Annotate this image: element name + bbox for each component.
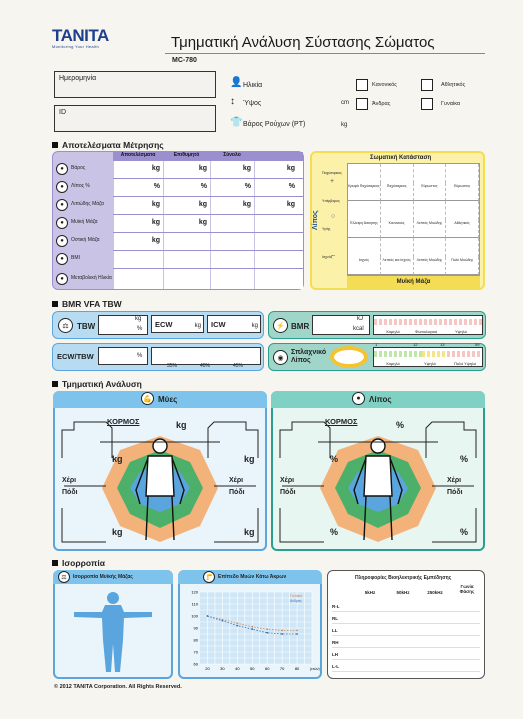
impedance-row[interactable] bbox=[332, 625, 480, 636]
physique-cell: Παχύσαρκος bbox=[381, 183, 414, 202]
results-label-row bbox=[52, 214, 113, 232]
results-row-icon: ● bbox=[56, 273, 68, 285]
balance-heading: Ισορροπία bbox=[52, 558, 105, 568]
muscle-left-arm-label: Χέρι bbox=[229, 477, 244, 484]
fat-left-arm-label: Χέρι bbox=[447, 477, 462, 484]
normal-checkbox[interactable] bbox=[356, 79, 368, 91]
muscle-icon: 💪 bbox=[141, 392, 154, 405]
visc-tick-13: 13 bbox=[440, 342, 445, 347]
muscle-left-leg-unit: kg bbox=[244, 527, 255, 537]
chart-x-tick: 20 bbox=[205, 666, 210, 671]
results-cell[interactable] bbox=[163, 269, 210, 289]
results-cell[interactable] bbox=[254, 251, 298, 268]
impedance-row[interactable] bbox=[332, 613, 480, 624]
male-checkbox[interactable] bbox=[356, 98, 368, 110]
results-row-label: Μεταβολική Ηλικία bbox=[71, 274, 112, 281]
physique-cell bbox=[446, 201, 479, 220]
results-cell[interactable] bbox=[163, 233, 210, 250]
page-title: Τμηματική Ανάλυση Σύστασης Σώματος bbox=[171, 34, 435, 51]
bmr-scale-normal: Φυσιολογικό bbox=[415, 329, 438, 334]
chart-y-tick: 80 bbox=[193, 637, 198, 643]
results-cell[interactable] bbox=[113, 161, 163, 178]
results-cell[interactable] bbox=[210, 197, 254, 214]
chart-x-tick: 40 bbox=[235, 666, 240, 671]
chart-point bbox=[296, 630, 298, 632]
physique-cell bbox=[381, 164, 414, 183]
impedance-title: Πληροφορίες Βιοηλεκτρικής Εμπέδησης bbox=[355, 575, 452, 581]
model-label: MC-780 bbox=[172, 57, 197, 64]
bmr-scale-high: Υψηλό bbox=[455, 329, 467, 334]
muscle-balance-title: Ισορροπία Μυϊκής Μάζας bbox=[73, 574, 133, 580]
impedance-row-label: R-L bbox=[332, 604, 340, 609]
chart-point bbox=[296, 633, 298, 635]
chart-point bbox=[266, 628, 268, 630]
ecwtbw-label: ECW/TBW bbox=[57, 352, 94, 361]
chart-x-tick: 70 bbox=[279, 666, 285, 671]
impedance-row-label: LL bbox=[332, 628, 338, 633]
physique-cell bbox=[348, 164, 381, 183]
visc-scale-high: Υψηλό bbox=[424, 361, 436, 366]
date-field[interactable] bbox=[54, 71, 216, 98]
results-row-icon: ● bbox=[56, 163, 68, 175]
chart-y-tick: 90 bbox=[193, 625, 198, 631]
results-row-label: Λιπώδης Μάζα bbox=[71, 201, 104, 208]
results-cell-unit: kg bbox=[242, 201, 251, 208]
results-heading: Αποτελέσματα Μέτρησης bbox=[52, 140, 164, 150]
chart-y-tick: 60 bbox=[193, 661, 198, 667]
results-cell-unit: kg bbox=[151, 219, 160, 226]
results-row-label: Βάρος bbox=[71, 165, 86, 172]
results-row-label: BMI bbox=[71, 255, 80, 262]
height-icon: ↕ bbox=[230, 96, 235, 107]
results-row-icon: ● bbox=[56, 217, 68, 229]
results-cell[interactable] bbox=[163, 197, 210, 214]
chart-y-tick: 110 bbox=[191, 601, 198, 607]
bmr-unit-kcal: kcal bbox=[353, 326, 364, 332]
tbw-unit-kg: kg bbox=[135, 316, 142, 322]
impedance-row-label: RL bbox=[332, 616, 338, 621]
muscle-right-leg-unit: kg bbox=[112, 527, 123, 537]
results-row-label: Οστική Μάζα bbox=[71, 237, 100, 244]
results-label-row bbox=[52, 196, 113, 214]
results-cell[interactable] bbox=[254, 161, 298, 178]
results-row bbox=[113, 178, 303, 196]
physique-cell bbox=[414, 164, 447, 183]
muscle-right-arm-label: Χέρι bbox=[62, 477, 77, 484]
results-row bbox=[113, 268, 303, 289]
results-header-row bbox=[113, 152, 303, 160]
results-col-header: Επιθυμητό bbox=[173, 152, 200, 158]
fat-torso-label: ΚΟΡΜΟΣ bbox=[325, 417, 358, 426]
fat-torso-unit: % bbox=[396, 420, 405, 430]
physique-cell bbox=[414, 201, 447, 220]
visc-tick-12: 12 bbox=[413, 342, 418, 347]
results-row bbox=[113, 214, 303, 232]
impedance-columns bbox=[352, 584, 480, 601]
results-cell[interactable] bbox=[210, 233, 254, 250]
impedance-row[interactable] bbox=[332, 661, 480, 672]
physique-cell bbox=[446, 238, 479, 257]
results-cell[interactable] bbox=[113, 215, 163, 232]
physique-cell bbox=[446, 164, 479, 183]
fat-right-leg-label: Πόδι bbox=[280, 489, 296, 496]
results-cell[interactable] bbox=[254, 215, 298, 232]
results-cell[interactable] bbox=[113, 269, 163, 289]
impedance-col-header: Γωνία Φάσης bbox=[459, 584, 475, 594]
results-cell-unit: % bbox=[200, 183, 207, 190]
fat-left-leg-label: Πόδι bbox=[447, 489, 463, 496]
results-row-icon: ● bbox=[56, 181, 68, 193]
results-cell[interactable] bbox=[163, 161, 210, 178]
balance-icon: ⚖ bbox=[58, 571, 70, 583]
fat-right-leg-unit: % bbox=[330, 527, 339, 537]
chart-point bbox=[266, 632, 268, 634]
athletic-checkbox[interactable] bbox=[421, 79, 433, 91]
physique-cell: Κανονικός bbox=[381, 220, 414, 239]
visc-scale-low: Χαμηλό bbox=[386, 361, 400, 366]
chart-point bbox=[222, 620, 224, 622]
visceral-ring bbox=[330, 346, 368, 368]
results-cell-unit: kg bbox=[242, 165, 251, 172]
chart-point bbox=[281, 630, 283, 632]
chart-y-tick: 100 bbox=[191, 613, 198, 619]
ecwtbw-unit: % bbox=[137, 353, 143, 359]
physique-row-label: Ισχνός bbox=[322, 255, 333, 259]
results-cell[interactable] bbox=[113, 251, 163, 268]
physique-cell: Λεπτός Μυώδης bbox=[414, 257, 447, 276]
results-table bbox=[113, 152, 303, 289]
physique-cell bbox=[381, 201, 414, 220]
chart-x-tick: 60 bbox=[264, 666, 270, 671]
muscle-torso-unit: kg bbox=[176, 420, 187, 430]
female-checkbox[interactable] bbox=[421, 98, 433, 110]
physique-cell: Αθλητικός bbox=[446, 220, 479, 239]
chart-x-tick: 30 bbox=[220, 666, 225, 671]
male-label: Άνδρας bbox=[372, 101, 391, 107]
chart-point bbox=[281, 633, 283, 635]
tbw-label: TBW bbox=[77, 322, 96, 331]
icw-field[interactable]: ICW kg bbox=[207, 315, 261, 333]
physique-cell: Λεπτός Μυώδης bbox=[414, 220, 447, 239]
age-label: Ηλικία bbox=[243, 82, 263, 89]
chart-point bbox=[207, 615, 209, 617]
results-cell[interactable] bbox=[254, 233, 298, 250]
id-field[interactable] bbox=[54, 105, 216, 132]
visceral-icon: ◉ bbox=[273, 350, 288, 365]
fat-right-arm-label: Χέρι bbox=[280, 477, 295, 484]
results-row bbox=[113, 160, 303, 178]
bmr-unit-kj: kJ bbox=[357, 316, 363, 322]
impedance-col-header: 5kHz bbox=[364, 590, 376, 595]
bmr-heading: BMR VFA TBW bbox=[52, 299, 122, 309]
results-cell[interactable] bbox=[113, 197, 163, 214]
age-icon: 👤 bbox=[230, 77, 243, 88]
visc-scale-very-high: Πολύ Υψηλό bbox=[454, 361, 477, 366]
fat-left-leg-unit: % bbox=[460, 527, 469, 537]
chart-point bbox=[236, 622, 238, 624]
fat-title: Λίπος bbox=[369, 395, 392, 404]
physique-zero-sign: ○ bbox=[331, 213, 336, 220]
female-label: Γυναίκα bbox=[441, 101, 461, 107]
leg-muscle-chart bbox=[182, 586, 320, 677]
results-cell-unit: % bbox=[288, 183, 295, 190]
results-col-header: Σύνολο bbox=[223, 152, 241, 158]
tbw-icon: ⚖ bbox=[58, 318, 73, 333]
physique-cell bbox=[348, 201, 381, 220]
leg-muscle-title: Επίπεδο Μυών Κάτω Άκρων bbox=[218, 574, 287, 580]
impedance-row-label: L-L bbox=[332, 664, 339, 669]
muscle-title: Μύες bbox=[158, 395, 178, 404]
results-row-icon: ● bbox=[56, 253, 68, 265]
normal-label: Κανονικός bbox=[372, 82, 397, 88]
bmr-scale-low: Χαμηλό bbox=[386, 329, 400, 334]
results-cell-unit: kg bbox=[198, 201, 207, 208]
fat-icon: ● bbox=[352, 392, 365, 405]
physique-xaxis: Μυϊκή Μάζα bbox=[347, 276, 480, 288]
clothes-label: Βάρος Ρούχων (PT) bbox=[243, 121, 306, 128]
chart-point bbox=[251, 628, 253, 630]
physique-cell bbox=[414, 238, 447, 257]
impedance-col-header: 50kHz bbox=[396, 590, 410, 595]
results-label-row bbox=[52, 250, 113, 268]
physique-cell bbox=[348, 238, 381, 257]
physique-minus-sign: – bbox=[331, 252, 335, 259]
results-cell-unit: kg bbox=[286, 201, 295, 208]
title-rule bbox=[165, 53, 485, 54]
physique-cell: Έλλειψη Άσκησης bbox=[348, 220, 381, 239]
ratio-tick-35: 35% bbox=[167, 363, 178, 369]
chart-legend-entry: Άνδρας bbox=[290, 599, 302, 603]
impedance-row-label: RH bbox=[332, 640, 339, 645]
muscle-torso-label: ΚΟΡΜΟΣ bbox=[107, 417, 140, 426]
results-row bbox=[113, 196, 303, 214]
results-cell-unit: kg bbox=[151, 237, 160, 244]
results-col-header: Αποτελέσματα bbox=[120, 152, 156, 158]
tanita-logo: TANITA Monitoring Your Health bbox=[52, 26, 109, 49]
impedance-rows bbox=[332, 600, 480, 676]
results-cell-unit: % bbox=[153, 183, 160, 190]
results-cell[interactable] bbox=[210, 161, 254, 178]
physique-cell bbox=[381, 238, 414, 257]
results-label-row bbox=[52, 178, 113, 196]
athletic-label: Αθλητικός bbox=[441, 82, 466, 88]
chart-point bbox=[236, 625, 238, 627]
results-cell[interactable] bbox=[210, 269, 254, 289]
physique-cell: Λεπτός και Ισχνός bbox=[381, 257, 414, 276]
impedance-row[interactable] bbox=[332, 649, 480, 660]
impedance-row-label: LH bbox=[332, 652, 338, 657]
chart-legend-entry: Γυναίκα bbox=[290, 594, 303, 598]
results-label-row bbox=[52, 268, 113, 289]
ecw-field[interactable]: ECW kg bbox=[151, 315, 204, 333]
results-cell[interactable] bbox=[210, 215, 254, 232]
chart-x-label: (ετών) bbox=[310, 667, 320, 671]
results-row bbox=[113, 232, 303, 250]
height-unit: cm bbox=[341, 100, 349, 106]
results-cell-unit: kg bbox=[286, 165, 295, 172]
results-row-icon: ● bbox=[56, 235, 68, 247]
results-cell[interactable] bbox=[210, 251, 254, 268]
results-cell[interactable] bbox=[210, 179, 254, 196]
results-labels bbox=[52, 160, 113, 289]
chart-y-tick: 70 bbox=[193, 649, 198, 655]
clothes-unit: kg bbox=[341, 122, 348, 128]
results-row-label: Λίπος % bbox=[71, 183, 90, 190]
physique-row-label: Υπέρβαρος bbox=[322, 199, 340, 203]
physique-cell: Πολύ Μυώδης bbox=[446, 257, 479, 276]
ratio-tick-45: 45% bbox=[233, 363, 244, 369]
id-label: ID bbox=[59, 109, 66, 116]
results-cell-unit: kg bbox=[151, 165, 160, 172]
results-cell-unit: kg bbox=[151, 201, 160, 208]
date-label: Ημερομηνία bbox=[59, 75, 97, 82]
results-cell-unit: kg bbox=[198, 165, 207, 172]
clothes-icon: 👕 bbox=[230, 117, 243, 128]
physique-yaxis-label: Λίπος bbox=[312, 210, 319, 230]
physique-cell: Εύρωστος bbox=[446, 183, 479, 202]
results-label-row bbox=[52, 232, 113, 250]
results-cell[interactable] bbox=[163, 215, 210, 232]
segmental-heading: Τμηματική Ανάλυση bbox=[52, 379, 142, 389]
results-row-label: Μυϊκή Μάζα bbox=[71, 219, 98, 226]
chart-point bbox=[251, 626, 253, 628]
chart-x-tick: 50 bbox=[250, 666, 255, 671]
fat-left-arm-unit: % bbox=[460, 454, 469, 464]
bmr-icon: ⚡ bbox=[273, 318, 288, 333]
results-cell[interactable] bbox=[113, 233, 163, 250]
physique-row-label: Παχύσαρκος bbox=[322, 171, 342, 175]
physique-cell: Ισχνός bbox=[348, 257, 381, 276]
fat-right-arm-unit: % bbox=[330, 454, 339, 464]
results-cell[interactable] bbox=[254, 197, 298, 214]
chart-x-tick: 80 bbox=[294, 666, 300, 671]
visc-tick-59: 59 bbox=[475, 342, 480, 347]
results-label-row bbox=[52, 160, 113, 178]
impedance-col-header: 250kHz bbox=[427, 590, 443, 595]
physique-row-label: Υγιής bbox=[322, 227, 331, 231]
results-cell-unit: kg bbox=[198, 219, 207, 226]
muscle-left-leg-label: Πόδι bbox=[229, 489, 245, 496]
impedance-row[interactable] bbox=[332, 601, 480, 612]
copyright: © 2012 TANITA Corporation. All Rights Reserved. bbox=[54, 684, 182, 690]
height-label: Ύψος bbox=[243, 100, 262, 107]
impedance-row[interactable] bbox=[332, 637, 480, 648]
chart-y-tick: 120 bbox=[191, 589, 198, 595]
visceral-label: Σπλαχνικό Λίπος bbox=[291, 349, 327, 364]
body-silhouette bbox=[72, 590, 154, 674]
physique-title: Σωματική Κατάσταση bbox=[370, 155, 432, 161]
results-cell[interactable] bbox=[254, 269, 298, 289]
muscle-right-arm-unit: kg bbox=[112, 454, 123, 464]
physique-cell: Εύρωστος bbox=[414, 183, 447, 202]
muscle-right-leg-label: Πόδι bbox=[62, 489, 78, 496]
physique-plus-sign: + bbox=[330, 178, 335, 185]
results-cell[interactable] bbox=[163, 251, 210, 268]
results-cell-unit: % bbox=[244, 183, 251, 190]
physique-cell: Κρυφά Παχύσαρκος bbox=[348, 183, 381, 202]
results-cell[interactable] bbox=[113, 179, 163, 196]
bmr-label: BMR bbox=[291, 322, 310, 331]
physique-grid bbox=[347, 163, 480, 276]
tbw-unit-pct: % bbox=[137, 326, 143, 332]
leg-icon: 🦵 bbox=[203, 571, 215, 583]
results-cell[interactable] bbox=[163, 179, 210, 196]
results-row bbox=[113, 250, 303, 268]
visc-tick-1: 1 bbox=[375, 342, 378, 347]
ratio-tick-40: 40% bbox=[200, 363, 211, 369]
results-row-icon: ● bbox=[56, 199, 68, 211]
muscle-left-arm-unit: kg bbox=[244, 454, 255, 464]
results-cell[interactable] bbox=[254, 179, 298, 196]
